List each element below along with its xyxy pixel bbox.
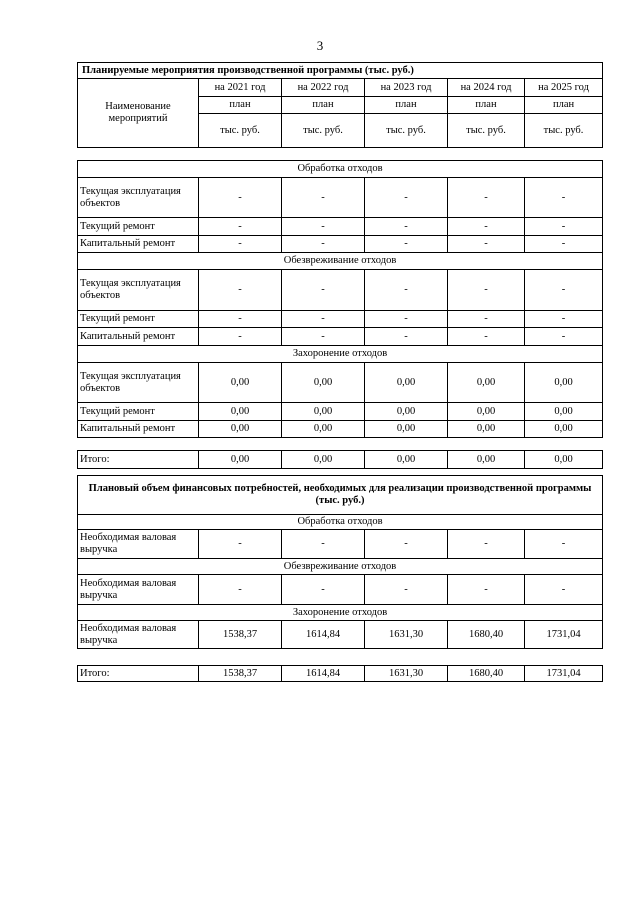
table-cell: - <box>448 575 525 605</box>
total-label: Итого: <box>78 451 199 469</box>
total-cell: 0,00 <box>448 451 525 469</box>
row-name: Текущая эксплуатация объектов <box>78 178 199 218</box>
table-cell: 0,00 <box>525 363 603 403</box>
table-cell: 0,00 <box>448 403 525 421</box>
table-cell: - <box>525 311 603 328</box>
row-name: Текущая эксплуатация объектов <box>78 270 199 311</box>
table-cell: - <box>282 236 365 253</box>
table-cell: 0,00 <box>365 363 448 403</box>
table-cell: 0,00 <box>282 403 365 421</box>
row-name: Необходимая валовая выручка <box>78 621 199 649</box>
total-cell: 0,00 <box>282 451 365 469</box>
table-cell: - <box>199 178 282 218</box>
row-name: Текущая эксплуатация объектов <box>78 363 199 403</box>
table-cell: 0,00 <box>282 421 365 438</box>
plan-label: план <box>199 97 282 114</box>
unit-label: тыс. руб. <box>282 114 365 148</box>
table-cell: - <box>365 328 448 346</box>
table-cell: 1538,37 <box>199 621 282 649</box>
total-cell: 0,00 <box>199 451 282 469</box>
table-cell: - <box>199 270 282 311</box>
table-cell: - <box>365 270 448 311</box>
table-cell: - <box>365 218 448 236</box>
total-cell: 1538,37 <box>199 666 282 682</box>
section-title: Обезвреживание отходов <box>78 253 603 270</box>
financial-needs-table <box>77 475 603 682</box>
plan-label: план <box>365 97 448 114</box>
table-cell: 0,00 <box>525 421 603 438</box>
row-name: Капитальный ремонт <box>78 328 199 346</box>
total-cell: 0,00 <box>365 451 448 469</box>
table-title: Плановый объем финансовых потребностей, необходимых для реализации производственной программы (тыс. руб.) <box>78 476 603 515</box>
table-cell: 1614,84 <box>282 621 365 649</box>
table-cell: - <box>199 575 282 605</box>
year-header: на 2022 год <box>282 79 365 97</box>
total-cell: 1614,84 <box>282 666 365 682</box>
name-column-header: Наименование мероприятий <box>78 79 199 148</box>
table-cell: - <box>282 311 365 328</box>
plan-label: план <box>525 97 603 114</box>
table-cell: - <box>448 178 525 218</box>
table-cell: - <box>199 236 282 253</box>
table-cell: - <box>365 236 448 253</box>
year-header: на 2024 год <box>448 79 525 97</box>
table-cell: - <box>525 575 603 605</box>
table-cell: - <box>525 328 603 346</box>
row-name: Текущий ремонт <box>78 403 199 421</box>
table-cell: - <box>282 575 365 605</box>
total-cell: 0,00 <box>525 451 603 469</box>
production-program-table <box>77 62 603 469</box>
row-name: Необходимая валовая выручка <box>78 575 199 605</box>
table-cell: - <box>525 236 603 253</box>
table-cell: - <box>448 218 525 236</box>
unit-label: тыс. руб. <box>199 114 282 148</box>
table-cell: - <box>448 270 525 311</box>
table-cell: 0,00 <box>199 403 282 421</box>
table-cell: - <box>282 270 365 311</box>
year-header: на 2025 год <box>525 79 603 97</box>
year-header: на 2021 год <box>199 79 282 97</box>
plan-label: план <box>448 97 525 114</box>
table-cell: - <box>448 236 525 253</box>
row-name: Капитальный ремонт <box>78 236 199 253</box>
page-number: 3 <box>316 38 324 53</box>
unit-label: тыс. руб. <box>365 114 448 148</box>
row-name: Необходимая валовая выручка <box>78 530 199 559</box>
table-cell: 0,00 <box>448 421 525 438</box>
table-cell: 1731,04 <box>525 621 603 649</box>
table-cell: - <box>448 311 525 328</box>
table-cell: 0,00 <box>199 421 282 438</box>
table-cell: 0,00 <box>525 403 603 421</box>
table-cell: - <box>282 218 365 236</box>
total-cell: 1731,04 <box>525 666 603 682</box>
table-cell: 1680,40 <box>448 621 525 649</box>
table-cell: 0,00 <box>448 363 525 403</box>
table-cell: 0,00 <box>199 363 282 403</box>
unit-label: тыс. руб. <box>448 114 525 148</box>
table-cell: - <box>365 530 448 559</box>
table-cell: 0,00 <box>282 363 365 403</box>
table-cell: - <box>199 328 282 346</box>
table-cell: - <box>365 575 448 605</box>
table-cell: - <box>448 530 525 559</box>
table-cell: - <box>199 311 282 328</box>
table-cell: - <box>282 328 365 346</box>
section-title: Обезвреживание отходов <box>78 559 603 575</box>
table-cell: 0,00 <box>365 403 448 421</box>
table-cell: - <box>525 218 603 236</box>
section-title: Обработка отходов <box>78 161 603 178</box>
section-title: Захоронение отходов <box>78 605 603 621</box>
total-label: Итого: <box>78 666 199 682</box>
table-cell: - <box>525 178 603 218</box>
row-name: Капитальный ремонт <box>78 421 199 438</box>
table-cell: - <box>282 530 365 559</box>
total-cell: 1631,30 <box>365 666 448 682</box>
table-cell: - <box>199 530 282 559</box>
table-cell: - <box>525 270 603 311</box>
table-cell: - <box>525 530 603 559</box>
table-cell: - <box>365 311 448 328</box>
year-header: на 2023 год <box>365 79 448 97</box>
table-title: Планируемые мероприятия производственной программы (тыс. руб.) <box>78 63 603 79</box>
row-name: Текущий ремонт <box>78 311 199 328</box>
table-cell: - <box>448 328 525 346</box>
section-title: Захоронение отходов <box>78 346 603 363</box>
table-cell: - <box>282 178 365 218</box>
row-name: Текущий ремонт <box>78 218 199 236</box>
table-cell: 0,00 <box>365 421 448 438</box>
total-cell: 1680,40 <box>448 666 525 682</box>
table-cell: - <box>199 218 282 236</box>
table-cell: 1631,30 <box>365 621 448 649</box>
unit-label: тыс. руб. <box>525 114 603 148</box>
table-cell: - <box>365 178 448 218</box>
section-title: Обработка отходов <box>78 515 603 530</box>
plan-label: план <box>282 97 365 114</box>
